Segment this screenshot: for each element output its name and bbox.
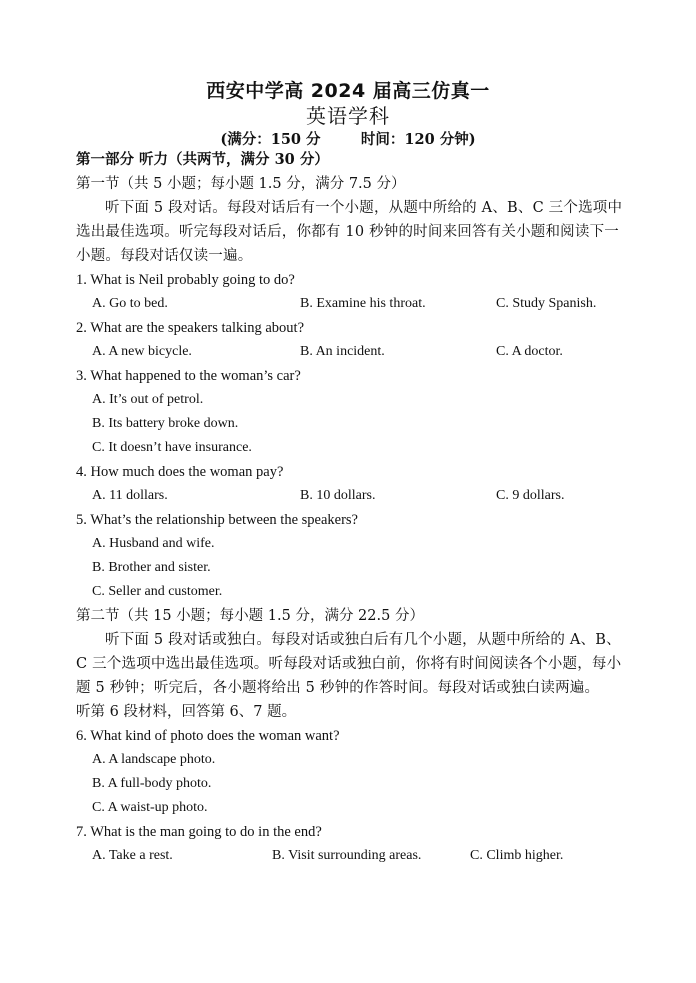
option-c: C. Climb higher.: [470, 848, 564, 863]
question-stem: 4. How much does the woman pay?: [76, 464, 284, 480]
option-b: B. A full-body photo.: [92, 776, 212, 791]
options-row: [76, 484, 624, 508]
option-b: B. Examine his throat.: [300, 296, 426, 311]
material-note: 听第 6 段材料，回答第 6、7 题。: [76, 704, 297, 720]
option-a: A. 11 dollars.: [92, 488, 168, 503]
option-c: C. It doesn’t have insurance.: [92, 440, 252, 455]
option-b: B. Brother and sister.: [92, 560, 211, 575]
option-c: C. A waist-up photo.: [92, 800, 208, 815]
question-stem: 6. What kind of photo does the woman want?: [76, 728, 340, 744]
option-a: A. A landscape photo.: [92, 752, 216, 767]
option-c: C. 9 dollars.: [496, 488, 565, 503]
option-a: A. It’s out of petrol.: [92, 392, 204, 407]
subject-title: 英语学科: [306, 104, 390, 128]
option-c: C. A doctor.: [496, 344, 563, 359]
option-b: B. An incident.: [300, 344, 385, 359]
question-stem: 7. What is the man going to do in the end?: [76, 824, 322, 840]
option-b: B. Visit surrounding areas.: [272, 848, 422, 863]
section2-instructions: 听下面 5 段对话或独白。每段对话或独白后有几个小题，从题中所给的 A、B、C 三个选项中选出最佳选项。听每段对话或独白前，你将有时间阅读各个小题，每小题 5 秒钟；听完后，各小题将给出 5 秒钟的作答时间。每段对话或独白读两遍。: [76, 632, 622, 696]
options-row: [76, 844, 624, 868]
option-c: C. Study Spanish.: [496, 296, 597, 311]
option-a: A. A new bicycle.: [92, 344, 192, 359]
options-row: [76, 292, 624, 316]
option-a: A. Take a rest.: [92, 848, 173, 863]
part1-heading: 第一部分 听力（共两节，满分 30 分）: [76, 151, 329, 168]
option-b: B. 10 dollars.: [300, 488, 376, 503]
exam-content: [76, 148, 624, 868]
option-a: A. Husband and wife.: [92, 536, 215, 551]
question-stem: 1. What is Neil probably going to do?: [76, 272, 295, 288]
section1-heading: 第一节（共 5 小题；每小题 1.5 分，满分 7.5 分）: [76, 176, 406, 192]
section1-instructions: 听下面 5 段对话。每段对话后有一个小题，从题中所给的 A、B、C 三个选项中选出最佳选项。听完每段对话后，你都有 10 秒钟的时间来回答有关小题和阅读下一小题。每段对话仅读一遍。: [76, 200, 623, 264]
score-time-info: (满分：150 分 时间：120 分钟): [220, 131, 476, 148]
question-stem: 2. What are the speakers talking about?: [76, 320, 305, 336]
question-stem: 3. What happened to the woman’s car?: [76, 368, 301, 384]
question-stem: 5. What’s the relationship between the speakers?: [76, 512, 358, 528]
option-a: A. Go to bed.: [92, 296, 168, 311]
section2-heading: 第二节（共 15 小题；每小题 1.5 分，满分 22.5 分）: [76, 608, 424, 624]
options-row: [76, 340, 624, 364]
exam-title: 西安中学高 2024 届高三仿真一: [206, 80, 490, 102]
option-c: C. Seller and customer.: [92, 584, 223, 599]
option-b: B. Its battery broke down.: [92, 416, 239, 431]
